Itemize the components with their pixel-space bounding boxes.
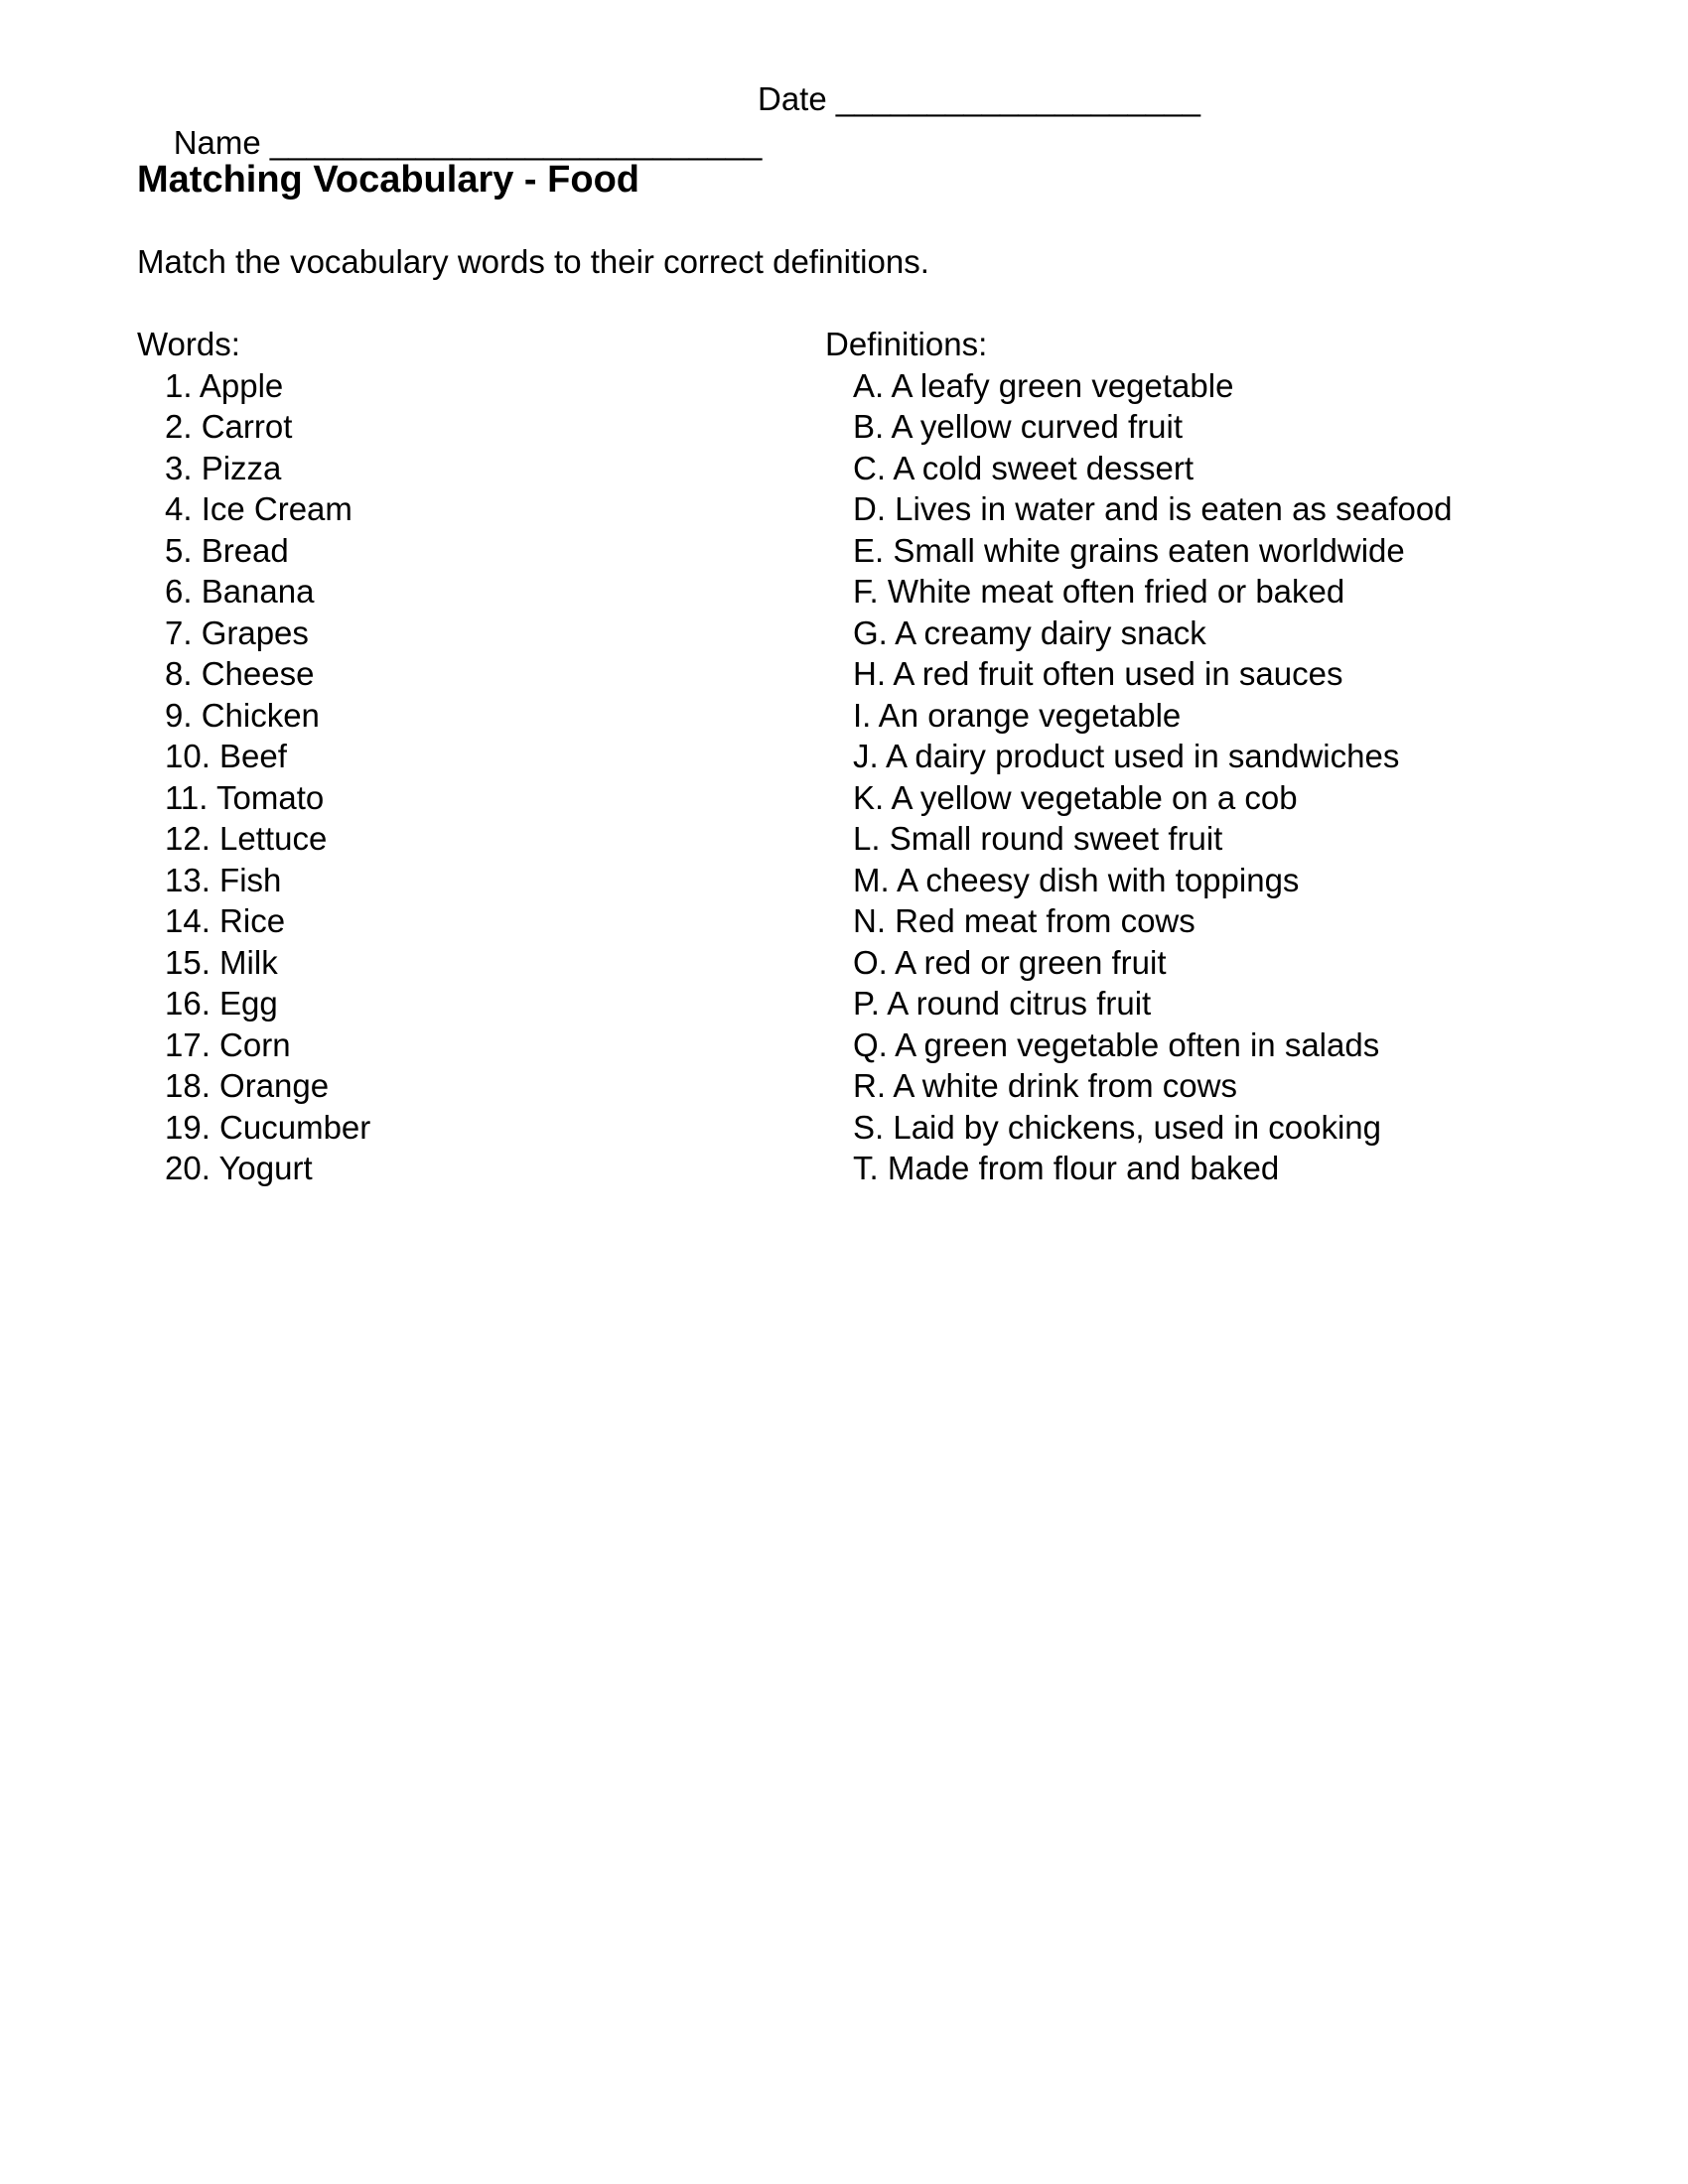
definitions-column xyxy=(825,324,1639,1189)
definition-item: C. A cold sweet dessert xyxy=(853,449,1195,486)
word-item: 9. Chicken xyxy=(165,696,320,734)
word-item: 8. Cheese xyxy=(165,655,315,692)
instructions: Match the vocabulary words to their correct definitions. xyxy=(137,243,929,280)
definition-item: M. A cheesy dish with toppings xyxy=(853,861,1300,898)
word-item: 5. Bread xyxy=(165,531,289,569)
definition-item: R. A white drink from cows xyxy=(853,1067,1237,1104)
definition-item: S. Laid by chickens, used in cooking xyxy=(853,1108,1381,1146)
date-field[interactable]: Date ____________________ xyxy=(758,80,1200,117)
word-item: 2. Carrot xyxy=(165,408,293,445)
word-item: 18. Orange xyxy=(165,1067,330,1104)
word-item: 15. Milk xyxy=(165,943,278,981)
definition-item: O. A red or green fruit xyxy=(853,943,1167,981)
definition-item: K. A yellow vegetable on a cob xyxy=(853,778,1298,816)
word-item: 19. Cucumber xyxy=(165,1108,371,1146)
name-field[interactable]: Name ___________________________ xyxy=(173,124,763,161)
definition-item: P. A round citrus fruit xyxy=(853,985,1152,1022)
word-item: 20. Yogurt xyxy=(165,1150,313,1186)
definition-item: D. Lives in water and is eaten as seafood xyxy=(853,490,1453,527)
definition-item: I. An orange vegetable xyxy=(853,696,1182,734)
word-item: 10. Beef xyxy=(165,738,287,774)
definition-item: N. Red meat from cows xyxy=(853,902,1196,939)
words-column xyxy=(137,324,733,1189)
word-item: 3. Pizza xyxy=(165,449,282,486)
word-item: 4. Ice Cream xyxy=(165,490,352,527)
definition-item: B. A yellow curved fruit xyxy=(853,408,1183,445)
definition-item: T. Made from flour and baked xyxy=(853,1150,1280,1186)
definitions-heading: Definitions: xyxy=(825,326,988,362)
definition-item: E. Small white grains eaten worldwide xyxy=(853,531,1405,569)
word-item: 13. Fish xyxy=(165,861,282,898)
definition-item: Q. A green vegetable often in salads xyxy=(853,1025,1380,1063)
definition-item: G. A creamy dairy snack xyxy=(853,614,1206,651)
definition-item: J. A dairy product used in sandwiches xyxy=(853,738,1400,774)
word-item: 7. Grapes xyxy=(165,614,309,651)
word-item: 1. Apple xyxy=(165,366,284,404)
word-item: 14. Rice xyxy=(165,902,286,939)
word-item: 6. Banana xyxy=(165,573,315,610)
word-item: 11. Tomato xyxy=(165,778,325,816)
word-item: 16. Egg xyxy=(165,985,278,1022)
worksheet-title: Matching Vocabulary - Food xyxy=(137,159,639,201)
definition-item: H. A red fruit often used in sauces xyxy=(853,655,1343,692)
definitions-list xyxy=(825,365,1639,1189)
definition-item: L. Small round sweet fruit xyxy=(853,820,1223,857)
words-list xyxy=(137,365,733,1189)
definition-item: A. A leafy green vegetable xyxy=(853,366,1234,404)
word-item: 12. Lettuce xyxy=(165,820,328,857)
definition-item: F. White meat often fried or baked xyxy=(853,573,1345,610)
word-item: 17. Corn xyxy=(165,1025,291,1063)
words-heading: Words: xyxy=(137,326,240,362)
